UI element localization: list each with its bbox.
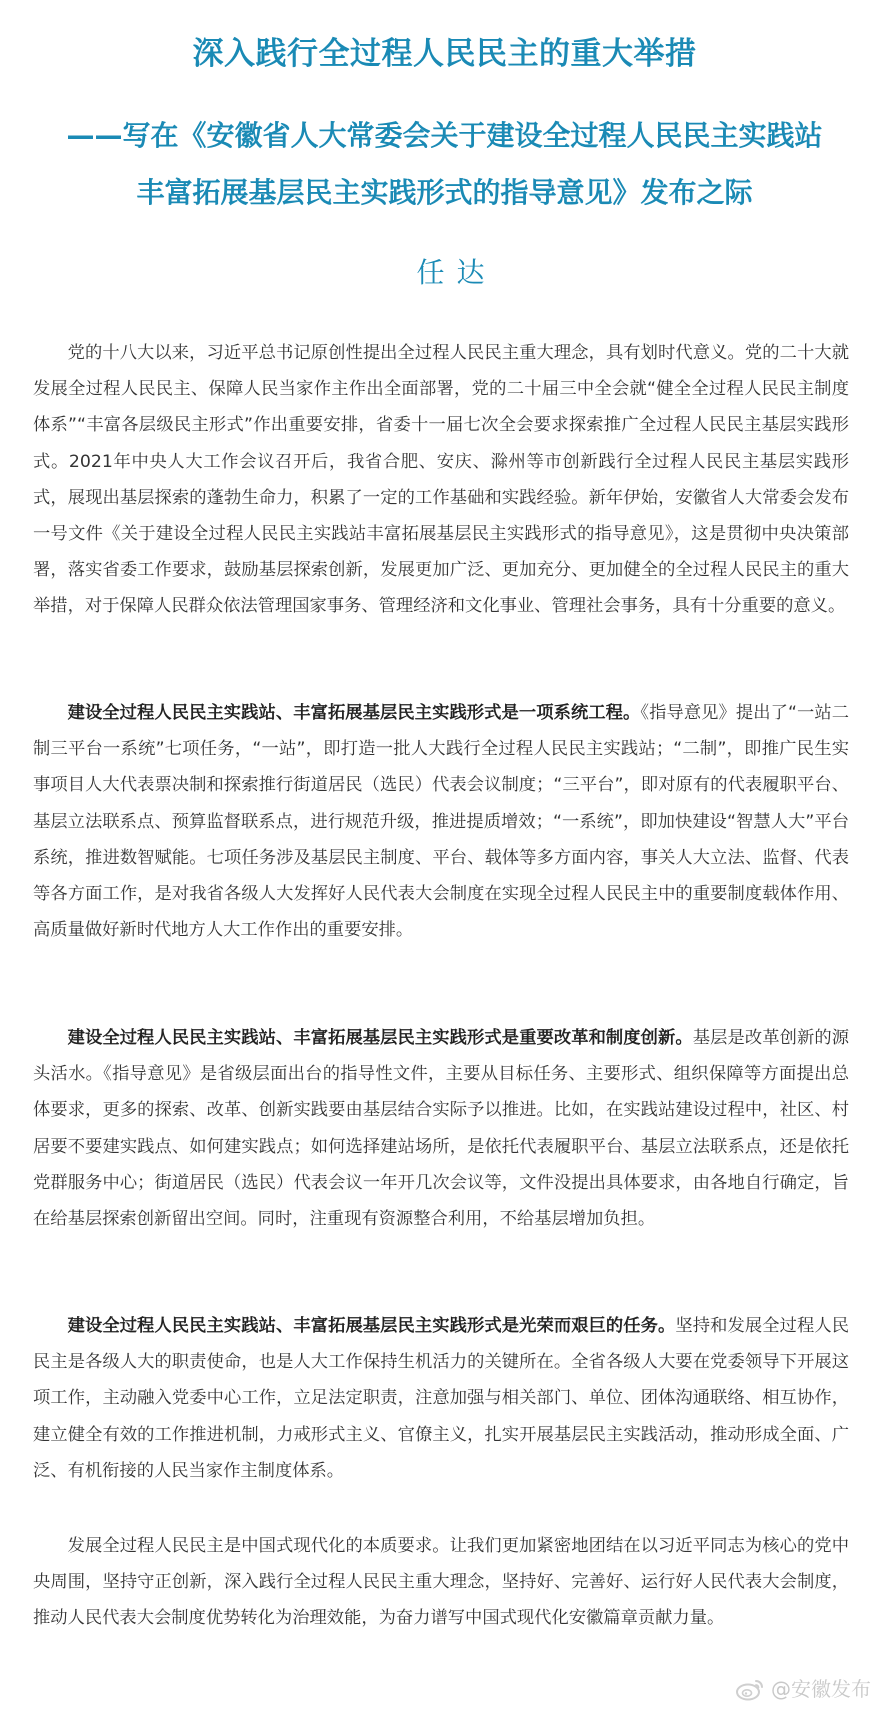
watermark-text: @安徽发布 [771, 1677, 871, 1701]
paragraph-2-text: 《指导意见》提出了“一站二制三平台一系统”七项任务，“一站”，即打造一批人大践行全过程人民民主实践站；“二制”，即推广民生实事项目人大代表票决制和探索推行街道居民（选民）代表会议制度；“三平台”，即对原有的代表履职平台、基层立法联系点、预算监督联系点，进行规范升级，推进提质增效；“一系统”，即加快建设“智慧人大”平台系统，推进数智赋能。七项任务涉及基层民主制度、平台、载体等多方面内容，事关人大立法、监督、代表等各方面工作，是对我省各级人大发挥好人民代表大会制度在实现全过程人民民主中的重要制度载体作用、高质量做好新时代地方人大工作作出的重要安排。 [33, 703, 849, 941]
article-subtitle-line-2: 丰富拓展基层民主实践形式的指导意见》发布之际 [136, 176, 753, 209]
article-title: 深入践行全过程人民民主的重大举措 [192, 36, 697, 72]
paragraph-2 [33, 695, 849, 948]
paragraph-4-text: 坚持和发展全过程人民民主是各级人大的职责使命，也是人大工作保持生机活力的关键所在。全省各级人大要在党委领导下开展这项工作，主动融入党委中心工作，立足法定职责，注意加强与相关部门、单位、团体沟通联络、相互协作，建立健全有效的工作推进机制，力戒形式主义、官僚主义，扎实开展基层民主实践活动，推动形成全面、广泛、有机衔接的人民当家作主制度体系。 [33, 1316, 849, 1481]
paragraph-3-text: 基层是改革创新的源头活水。《指导意见》是省级层面出台的指导性文件，主要从目标任务、主要形式、组织保障等方面提出总体要求，更多的探索、改革、创新实践要由基层结合实际予以推进。比如，在实践站建设过程中，社区、村居要不要建实践点、如何建实践点；如何选择建站场所，是依托代表履职平台、基层立法联系点，还是依托党群服务中心；街道居民（选民）代表会议一年开几次会议等，文件没提出具体要求，由各地自行确定，旨在给基层探索创新留出空间。同时，注重现有资源整合利用，不给基层增加负担。 [33, 1028, 849, 1230]
paragraph-5 [33, 1528, 849, 1637]
weibo-watermark [735, 1676, 871, 1702]
paragraph-4 [33, 1308, 849, 1489]
paragraph-2-lead: 建设全过程人民民主实践站、丰富拓展基层民主实践形式是一项系统工程。 [67, 703, 641, 723]
article-author: 任达 [416, 256, 497, 289]
paragraph-3 [33, 1020, 849, 1237]
paragraph-4-lead: 建设全过程人民民主实践站、丰富拓展基层民主实践形式是光荣而艰巨的任务。 [67, 1316, 676, 1336]
weibo-icon [735, 1677, 765, 1701]
paragraph-3-lead: 建设全过程人民民主实践站、丰富拓展基层民主实践形式是重要改革和制度创新。 [67, 1028, 693, 1048]
paragraph-1 [33, 335, 849, 625]
article-subtitle-line-1: ——写在《安徽省人大常委会关于建设全过程人民民主实践站 [66, 119, 823, 152]
paragraph-1-text: 党的十八大以来，习近平总书记原创性提出全过程人民民主重大理念，具有划时代意义。党的二十大就发展全过程人民民主、保障人民当家作主作出全面部署，党的二十届三中全会就“健全全过程人民民主制度体系”“丰富各层级民主形式”作出重要安排，省委十一届七次全会要求探索推广全过程人民民主基层实践形式。2021年中央人大工作会议召开后，我省合肥、安庆、滁州等市创新践行全过程人民民主基层实践形式，展现出基层探索的蓬勃生命力，积累了一定的工作基础和实践经验。新年伊始，安徽省人大常委会发布一号文件《关于建设全过程人民民主实践站丰富拓展基层民主实践形式的指导意见》，这是贯彻中央决策部署，落实省委工作要求，鼓励基层探索创新，发展更加广泛、更加充分、更加健全的全过程人民民主的重大举措，对于保障人民群众依法管理国家事务、管理经济和文化事业、管理社会事务，具有十分重要的意义。 [33, 343, 849, 617]
paragraph-5-text: 发展全过程人民民主是中国式现代化的本质要求。让我们更加紧密地团结在以习近平同志为核心的党中央周围，坚持守正创新，深入践行全过程人民民主重大理念，坚持好、完善好、运行好人民代表大会制度，推动人民代表大会制度优势转化为治理效能，为奋力谱写中国式现代化安徽篇章贡献力量。 [33, 1536, 849, 1629]
